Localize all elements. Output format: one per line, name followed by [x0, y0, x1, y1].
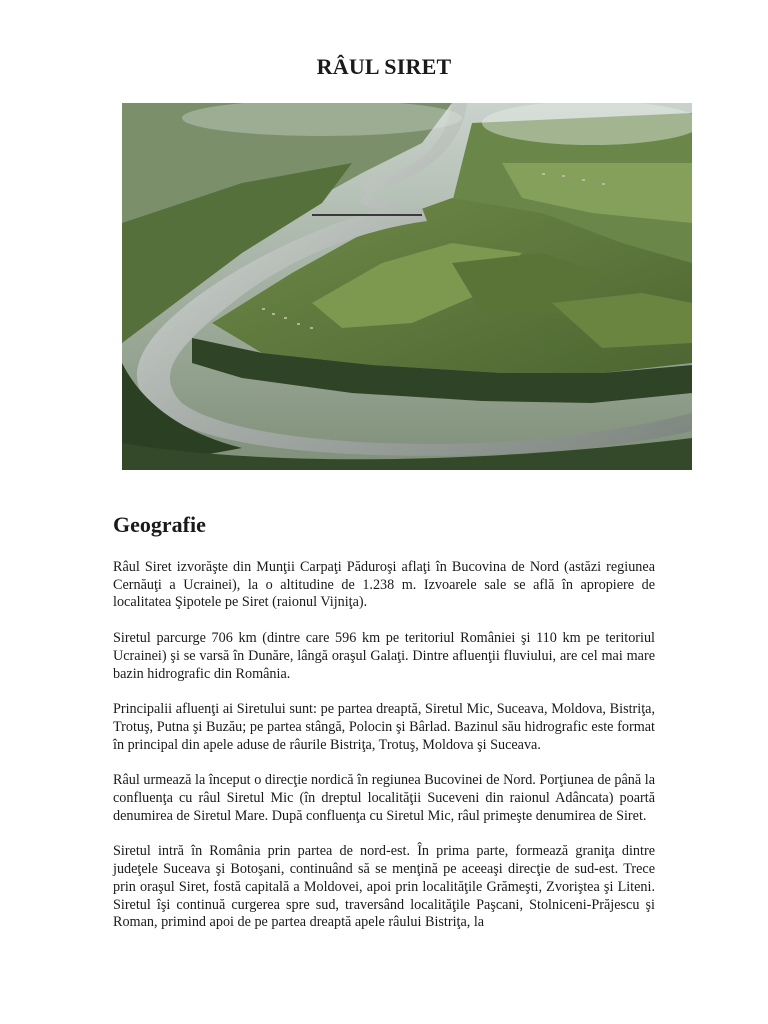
- river-aerial-photo: [122, 103, 692, 470]
- body-text: [113, 559, 655, 950]
- paragraph: Siretul intră în România prin partea de nord-est. În prima parte, formează graniţa dintre judeţele Suceava şi Botoşani, continuând să se menţină pe aceeaşi direcţie de sud-est. Trece prin oraşul Siret, fostă capitală a Moldovei, apoi prin localităţile Grămeşti, Zvoriştea şi Liteni. Siretul îşi continuă curgerea spre sud, traversând localităţile Paşcani, Stolniceni-Prăjescu şi Roman, primind apoi de pe partea dreaptă apele râului Bistriţa, la: [113, 843, 655, 931]
- paragraph: Siretul parcurge 706 km (dintre care 596 km pe teritoriul României şi 110 km pe teritoriul Ucrainei) şi se varsă în Dunăre, lângă oraşul Galaţi. Dintre afluenţii fluviului, are cel mai mare bazin hidrografic din România.: [113, 630, 655, 682]
- paragraph: Principalii afluenţi ai Siretului sunt: pe partea dreaptă, Siretul Mic, Suceava, Moldova, Bistriţa, Trotuş, Putna şi Buzău; pe partea stângă, Polocin şi Bârlad. Bazinul său hidrografic este format în principal din apele aduse de râurile Bistriţa, Trotuş, Moldova şi Suceava.: [113, 701, 655, 753]
- section-heading: Geografie: [113, 512, 206, 537]
- document-title: RÂUL SIRET: [316, 54, 452, 79]
- paragraph: Râul urmează la început o direcţie nordică în regiunea Bucovinei de Nord. Porţiunea de până la confluenţa cu râul Siretul Mic (în dreptul localităţii Suceveni din raionul Adâncata) poartă denumirea de Siretul Mare. După confluenţa cu Siretul Mic, râul primeşte denumirea de Siret.: [113, 772, 655, 824]
- paragraph: Râul Siret izvorăşte din Munţii Carpaţi Păduroşi aflaţi în Bucovina de Nord (astăzi regiunea Cernăuţi a Ucrainei), la o altitudine de 1.238 m. Izvoarele sale se află în apropiere de localitatea Şipotele pe Siret (raionul Vijniţa).: [113, 559, 655, 611]
